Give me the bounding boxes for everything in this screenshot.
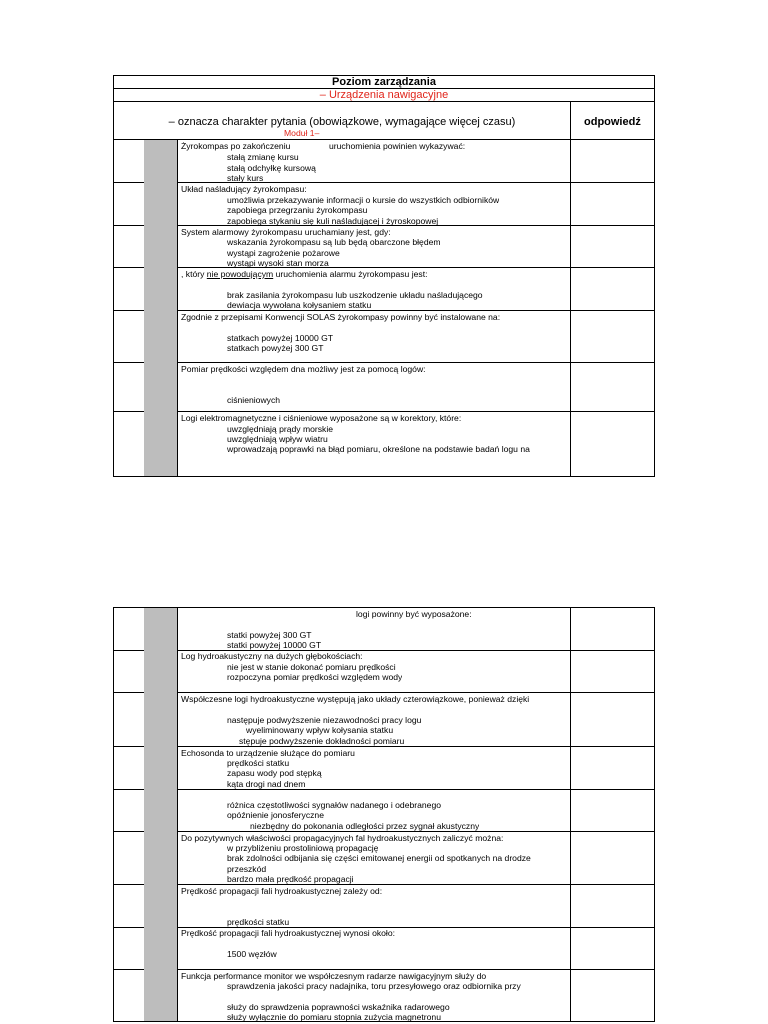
answer-option: kąta drogi nad dnem (227, 779, 306, 789)
question-text (181, 269, 571, 279)
answer-option: w przybliżeniu prostoliniową propagację (227, 843, 379, 853)
answer-option: statki powyżej 300 GT (227, 630, 312, 640)
question-text: logi powinny być wyposażone: (356, 609, 472, 619)
answer-option: różnica częstotliwości sygnałów nadanego i odebranego (227, 800, 442, 810)
answer-option: wystąpi zagrożenie pożarowe (227, 248, 340, 258)
question-text-tail: uruchomienia powinien wykazywać: (329, 141, 466, 151)
question-text: Prędkość propagacji fali hydroakustycznej wynosi około: (181, 928, 395, 938)
question-text: Pomiar prędkości względem dna możliwy jest za pomocą logów: (181, 364, 426, 374)
answer-column-header: odpowiedź (584, 116, 641, 128)
answer-option: rozpoczyna pomiar prędkości względem wody (227, 672, 403, 682)
answer-option: brak zdolności odbijania się części emitowanej energii od spotkanych na drodze (227, 853, 531, 863)
level-title: Poziom zarządzania (332, 76, 436, 88)
answer-option: przeszkód (227, 864, 267, 874)
answer-option: zapobiega przegrzaniu żyrokompasu (227, 205, 368, 215)
answer-option: zapobiega stykaniu się kuli naśladującej i żyroskopowej (227, 216, 439, 226)
answer-option: uwzględniają wpływ wiatru (227, 434, 328, 444)
answer-option: ciśnieniowych (227, 395, 281, 405)
question-text: Współczesne logi hydroakustyczne występują jako układy czterowiązkowe, ponieważ dzięki (181, 694, 530, 704)
answer-option: dewiacja wywołana kołysaniem statku (227, 300, 372, 310)
question-text-pre: , który (181, 269, 205, 279)
question-text: System alarmowy żyrokompasu uruchamiany jest, gdy: (181, 227, 391, 237)
answer-option: prędkości statku (227, 758, 290, 768)
answer-option: bardzo mała prędkość propagacji (227, 874, 354, 884)
answer-option: stały kurs (227, 173, 264, 183)
answer-option: niezbędny do pokonania odległości przez sygnał akustyczny (250, 821, 480, 831)
answer-option: służy do sprawdzenia poprawności wskaźnika radarowego (227, 1002, 450, 1012)
answer-option: służy wyłącznie do pomiaru stopnia zużycia magnetronu (227, 1012, 441, 1022)
answer-option: stałą zmianę kursu (227, 152, 299, 162)
answer-option: stałą odchyłkę kursową (227, 163, 316, 173)
answer-option: statki powyżej 10000 GT (227, 640, 322, 650)
legend-text: – oznacza charakter pytania (obowiązkowe, wymagające więcej czasu) (168, 116, 516, 128)
question-text: Log hydroakustyczny na dużych głębokościach: (181, 651, 363, 661)
module-label: Moduł 1– (284, 128, 320, 138)
question-text: Żyrokompas po zakończeniu (181, 141, 291, 151)
answer-option: prędkości statku (227, 917, 290, 927)
answer-option: wyeliminowany wpływ kołysania statku (246, 725, 394, 735)
question-text: Prędkość propagacji fali hydroakustycznej zależy od: (181, 886, 383, 896)
question-text-post: uruchomienia alarmu żyrokompasu jest: (275, 269, 428, 279)
question-text: Logi elektromagnetyczne i ciśnieniowe wyposażone są w korektory, które: (181, 413, 462, 423)
question-table-1 (113, 75, 655, 477)
answer-option: nie jest w stanie dokonać pomiaru prędkości (227, 662, 396, 672)
answer-option: statkach powyżej 300 GT (227, 343, 324, 353)
answer-option: zapasu wody pod stępką (227, 768, 322, 778)
question-text-underlined: nie powodującym (206, 269, 274, 279)
question-text: Zgodnie z przepisami Konwencji SOLAS żyrokompasy powinny być instalowane na: (181, 312, 501, 322)
answer-option: następuje podwyższenie niezawodności pracy logu (227, 715, 422, 725)
answer-option: umożliwia przekazywanie informacji o kursie do wszystkich odbiorników (227, 195, 500, 205)
answer-option: wystąpi wysoki stan morza (227, 258, 329, 268)
answer-option: stępuje podwyższenie dokładności pomiaru (239, 736, 405, 746)
question-text: Echosonda to urządzenie służące do pomiaru (181, 748, 355, 758)
question-table-2 (113, 607, 655, 1022)
answer-option: brak zasilania żyrokompasu lub uszkodzenie układu naśladującego (227, 290, 483, 300)
question-text: Do pozytywnych właściwości propagacyjnych fal hydroakustycznych zaliczyć można: (181, 833, 504, 843)
answer-option: 1500 węzłów (227, 949, 277, 959)
answer-option: uwzględniają prądy morskie (227, 424, 334, 434)
answer-option: wprowadzają poprawki na błąd pomiaru, określone na podstawie badań logu na (227, 444, 530, 454)
answer-option: opóźnienie jonosferyczne (227, 810, 324, 820)
answer-option: sprawdzenia jakości pracy nadajnika, toru przesyłowego oraz odbiornika przy (227, 981, 521, 991)
answer-option: statkach powyżej 10000 GT (227, 333, 334, 343)
question-text: Funkcja performance monitor we współczesnym radarze nawigacyjnym służy do (181, 971, 487, 981)
question-text: Układ naśladujący żyrokompasu: (181, 184, 307, 194)
subject-title: – Urządzenia nawigacyjne (319, 89, 449, 101)
answer-option: wskazania żyrokompasu są lub będą obarczone błędem (227, 237, 441, 247)
